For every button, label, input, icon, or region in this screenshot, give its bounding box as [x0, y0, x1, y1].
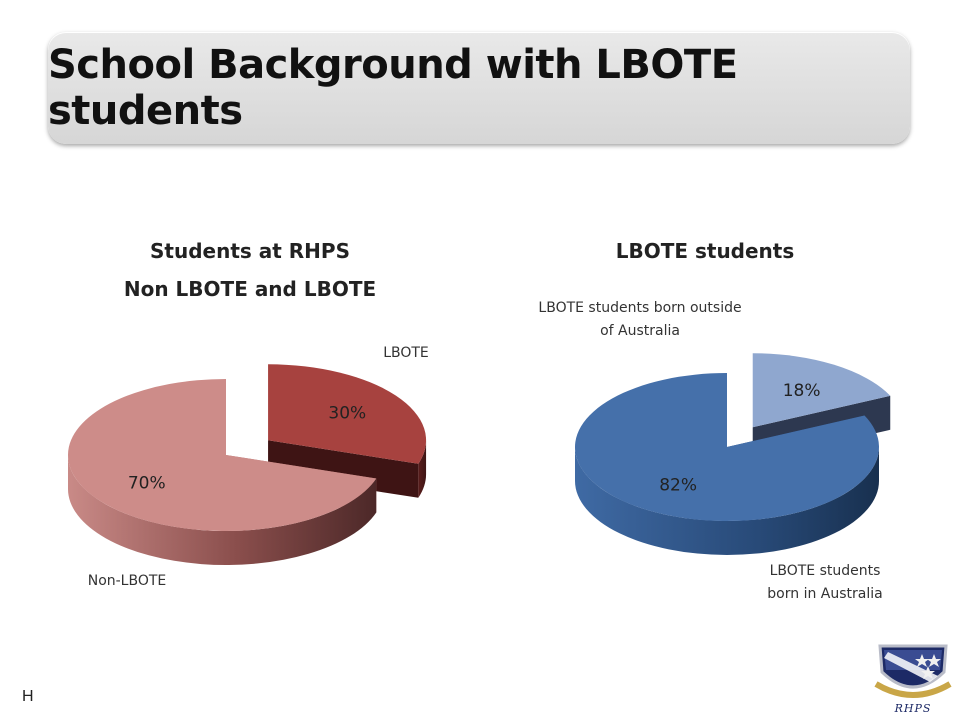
legend-label-born-outside-line2: of Australia [600, 323, 680, 339]
left-chart-title-line1: Students at RHPS [150, 239, 350, 263]
legend-label-born-australia-line1: LBOTE students [769, 563, 881, 579]
right-pie-data-label-0: 18% [782, 380, 821, 401]
logo-text: RHPS [894, 702, 932, 715]
left-pie-chart [68, 364, 426, 565]
left-pie-data-label-0: 30% [328, 403, 367, 424]
right-chart-title: LBOTE students [615, 239, 795, 263]
legend-label-born-australia-line2: born in Australia [767, 586, 883, 602]
page-title: School Background with LBOTE students [48, 42, 738, 134]
left-pie-data-label-1: 70% [127, 473, 166, 494]
legend-label-non-lbote: Non-LBOTE [87, 573, 167, 589]
rhps-logo [872, 636, 954, 720]
right-pie-chart [575, 353, 890, 555]
right-pie-data-label-1: 82% [659, 475, 698, 496]
left-chart-title-line2: Non LBOTE and LBOTE [123, 277, 377, 301]
legend-label-lbote: LBOTE [383, 345, 429, 361]
footer-mark: H [22, 688, 34, 705]
legend-label-born-outside-line1: LBOTE students born outside [538, 300, 742, 316]
shield-crest-icon [872, 636, 954, 706]
